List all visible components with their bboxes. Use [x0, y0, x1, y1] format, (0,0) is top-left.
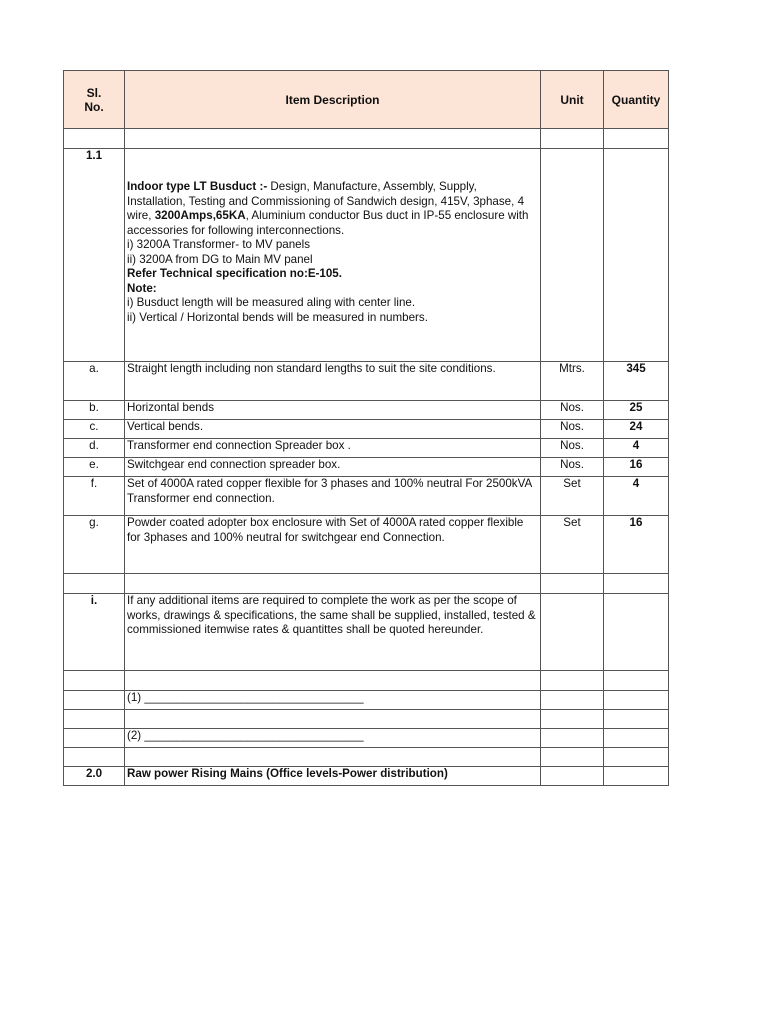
sub-item-sl-g: g.	[64, 516, 125, 574]
sub-item-unit-g: Set	[541, 516, 604, 574]
sub-item-row-e	[64, 458, 669, 477]
boq-table	[63, 70, 669, 786]
sub-item-unit-c: Nos.	[541, 420, 604, 439]
sub-item-sl-a: a.	[64, 362, 125, 401]
item-spec-ref-1-1: Refer Technical specification no:E-105.	[127, 267, 342, 280]
header-sl-no	[64, 71, 125, 129]
item-sl-i: i.	[64, 594, 125, 671]
header-description: Item Description	[125, 71, 541, 129]
sub-item-row-g	[64, 516, 669, 574]
sub-item-unit-f: Set	[541, 477, 604, 516]
sub-item-row-c	[64, 420, 669, 439]
sub-item-sl-b: b.	[64, 401, 125, 420]
spacer-row	[64, 671, 669, 691]
sub-item-sl-c: c.	[64, 420, 125, 439]
item-line-i-1-1: i) 3200A Transformer- to MV panels	[127, 238, 311, 251]
item-description-i: If any additional items are required to complete the work as per the scope of works, drawings & specifications, the same shall be supplied, installed, tested & commissioned itemwise rates & quantittes shall be quoted hereunder.	[125, 594, 541, 671]
sub-item-description-c: Vertical bends.	[125, 420, 541, 439]
spacer-row	[64, 710, 669, 729]
blank-entry-1: (1) __________________________________	[125, 691, 541, 710]
sub-item-description-e: Switchgear end connection spreader box.	[125, 458, 541, 477]
sub-item-quantity-f: 4	[604, 477, 669, 516]
header-unit: Unit	[541, 71, 604, 129]
sub-item-description-d: Transformer end connection Spreader box .	[125, 439, 541, 458]
item-row-1-1	[64, 149, 669, 362]
sub-item-unit-a: Mtrs.	[541, 362, 604, 401]
sub-item-sl-d: d.	[64, 439, 125, 458]
header-sl-line2: No.	[84, 99, 104, 114]
item-title-1-1: Indoor type LT Busduct :-	[127, 180, 268, 193]
sub-item-quantity-e: 16	[604, 458, 669, 477]
item-sl-2-0: 2.0	[64, 767, 125, 786]
item-row-2-0	[64, 767, 669, 786]
item-line-ii-1-1: ii) 3200A from DG to Main MV panel	[127, 252, 313, 266]
item-text-b-1-1: , Aluminium conductor Bus duct in IP-55 enclosure with accessories for following interconnections.	[127, 209, 529, 237]
item-note-ii-1-1: ii) Vertical / Horizontal bends will be measured in numbers.	[127, 310, 428, 324]
sub-item-sl-e: e.	[64, 458, 125, 477]
sub-item-description-g: Powder coated adopter box enclosure with Set of 4000A rated copper flexible for 3phases and 100% neutral for switchgear end Connection.	[125, 516, 541, 574]
sub-item-description-f: Set of 4000A rated copper flexible for 3 phases and 100% neutral For 2500kVA Transformer end connection.	[125, 477, 541, 516]
item-description-1-1	[125, 149, 541, 362]
item-note-label-1-1: Note:	[127, 281, 157, 295]
sub-item-quantity-g: 16	[604, 516, 669, 574]
spacer-row	[64, 574, 669, 594]
sub-item-quantity-c: 24	[604, 420, 669, 439]
blank-entry-row-2	[64, 729, 669, 748]
sub-item-row-f	[64, 477, 669, 516]
item-note-i-1-1: i) Busduct length will be measured aling with center line.	[127, 296, 416, 309]
sub-item-unit-e: Nos.	[541, 458, 604, 477]
sub-item-description-b: Horizontal bends	[125, 401, 541, 420]
item-row-i	[64, 594, 669, 671]
sub-item-quantity-b: 25	[604, 401, 669, 420]
sub-item-row-a	[64, 362, 669, 401]
sub-item-unit-d: Nos.	[541, 439, 604, 458]
spacer-row	[64, 748, 669, 767]
item-description-2-0: Raw power Rising Mains (Office levels-Power distribution)	[125, 767, 541, 786]
sub-item-quantity-a: 345	[604, 362, 669, 401]
header-row	[64, 71, 669, 129]
spacer-row	[64, 129, 669, 149]
sub-item-row-b	[64, 401, 669, 420]
sub-item-quantity-d: 4	[604, 439, 669, 458]
header-quantity: Quantity	[604, 71, 669, 129]
item-rating-1-1: 3200Amps,65KA	[154, 209, 246, 222]
sub-item-description-a: Straight length including non standard lengths to suit the site conditions.	[125, 362, 541, 401]
item-sl-1-1: 1.1	[64, 149, 125, 362]
item-text-a-1-1: Design, Manufacture, Assembly, Supply, Installation, Testing and Commissioning of Sandwich design, 415V, 3phase, 4 wire,	[127, 180, 525, 222]
sub-item-row-d	[64, 439, 669, 458]
header-sl-line1: Sl.	[86, 85, 102, 100]
sub-item-unit-b: Nos.	[541, 401, 604, 420]
blank-entry-2: (2) __________________________________	[125, 729, 541, 748]
blank-entry-row-1	[64, 691, 669, 710]
sub-item-sl-f: f.	[64, 477, 125, 516]
